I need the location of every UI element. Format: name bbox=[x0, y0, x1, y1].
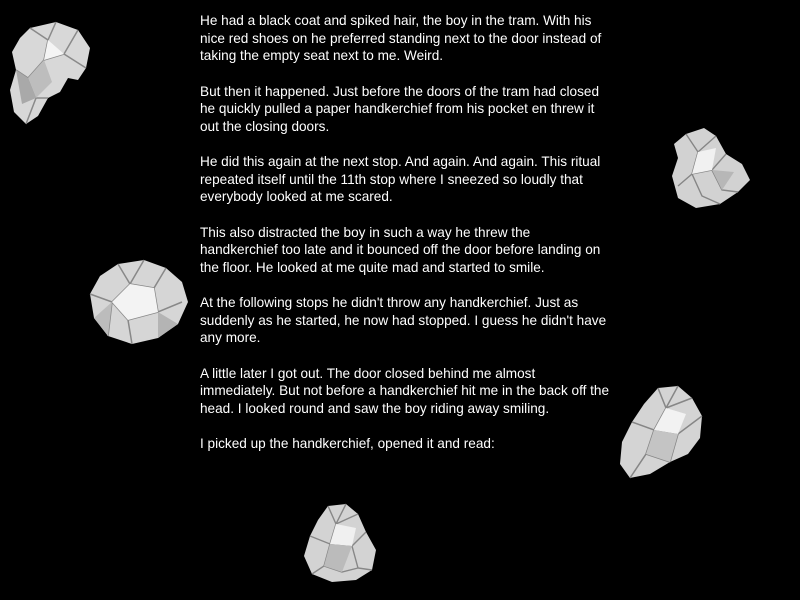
story-paragraph-4: This also distracted the boy in such a way he threw the handkerchief too late and it bounced off the door before landing on the floor. He looked at me quite mad and started to smile. bbox=[200, 224, 601, 275]
crumpled-handkerchief-icon[interactable] bbox=[88, 258, 190, 346]
story-paragraph-1: He had a black coat and spiked hair, the boy in the tram. With his nice red shoes on he preferred standing next to the door instead of taking the empty seat next to me. Weird. bbox=[200, 13, 602, 63]
story-paragraph-6: A little later I got out. The door closed behind me almost immediately. But not before a handkerchief hit me in the back off the head. I looked round and saw the boy riding away smiling. bbox=[200, 365, 610, 416]
crumpled-handkerchief-icon[interactable] bbox=[302, 502, 378, 582]
crumpled-handkerchief-icon[interactable] bbox=[668, 124, 752, 210]
crumpled-handkerchief-icon[interactable] bbox=[616, 384, 706, 480]
story-paragraph-7: I picked up the handkerchief, opened it and read: bbox=[200, 436, 495, 451]
story-text bbox=[200, 12, 610, 471]
story-paragraph-5: At the following stops he didn't throw any handkerchief. Just as suddenly as he started, he now had stopped. I guess he didn't have any more. bbox=[200, 295, 607, 345]
story-paragraph-3: He did this again at the next stop. And again. And again. This ritual repeated itself until the 11th stop where I sneezed so loudly that everybody looked at me scared. bbox=[200, 154, 601, 204]
story-paragraph-2: But then it happened. Just before the doors of the tram had closed he quickly pulled a paper handkerchief from his pocket en threw it out the closing doors. bbox=[200, 83, 600, 134]
crumpled-handkerchief-icon[interactable] bbox=[8, 20, 93, 125]
